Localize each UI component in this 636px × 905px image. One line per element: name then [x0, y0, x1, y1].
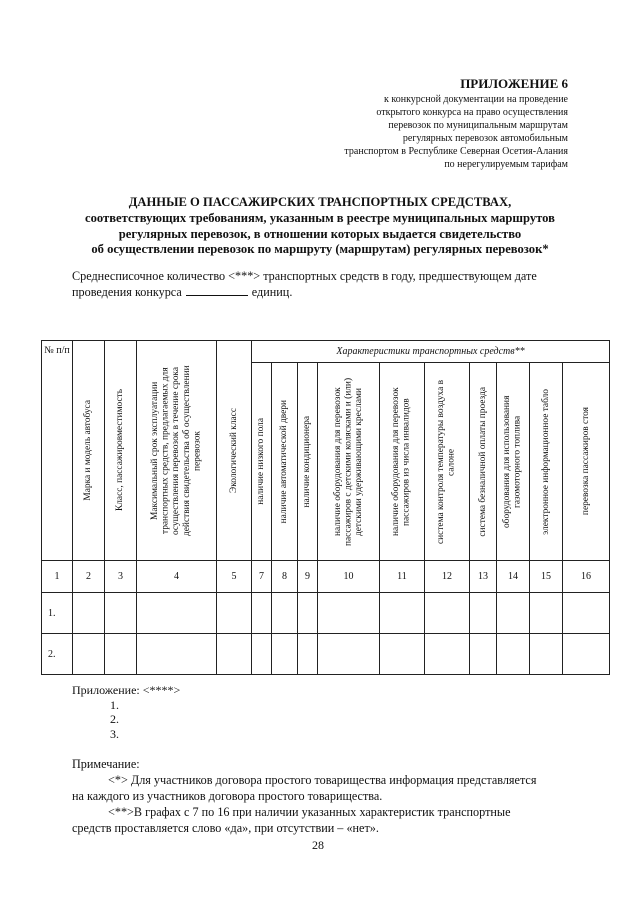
- table-cell[interactable]: [497, 593, 530, 634]
- table-cell[interactable]: [380, 593, 425, 634]
- column-number: 11: [380, 561, 425, 593]
- header-service-term: Максимальный срок эксплуатации транспортных средств, предлагаемых для осуществления перевозок в течение срока действия свидетельства об осуществлении перевозок: [137, 341, 217, 561]
- row-number: 1.: [42, 593, 73, 634]
- heading-line: ДАННЫЕ О ПАССАЖИРСКИХ ТРАНСПОРТНЫХ СРЕДСТВАХ,: [128, 195, 512, 209]
- header-characteristics-group: Характеристики транспортных средств**: [252, 341, 610, 363]
- column-number: 2: [73, 561, 105, 593]
- header-cashless-payment: система безналичной оплаты проезда: [470, 363, 497, 561]
- remark-note-2: <**>В графах с 7 по 16 при наличии указанных характеристик транспортные: [108, 805, 511, 819]
- heading-line: соответствующих требованиям, указанным в реестре муниципальных маршрутов: [85, 210, 555, 225]
- table-cell[interactable]: [105, 593, 137, 634]
- table-cell[interactable]: [217, 634, 252, 675]
- column-number: 9: [298, 561, 318, 593]
- remark-title: Примечание:: [72, 757, 140, 771]
- table-cell[interactable]: [530, 593, 563, 634]
- heading-line: об осуществлении перевозок по маршруту (маршрутам) регулярных перевозок*: [91, 242, 549, 257]
- header-number: № п/п: [42, 341, 73, 561]
- table-cell[interactable]: [252, 593, 272, 634]
- column-number: 13: [470, 561, 497, 593]
- table-row: [42, 634, 610, 675]
- table-cell[interactable]: [318, 634, 380, 675]
- header-low-floor: наличие низкого пола: [252, 363, 272, 561]
- attachment-item: 2.: [110, 712, 119, 726]
- header-auto-door: наличие автоматической двери: [272, 363, 298, 561]
- table-cell[interactable]: [425, 634, 470, 675]
- table-cell[interactable]: [137, 634, 217, 675]
- column-number: 10: [318, 561, 380, 593]
- table-cell[interactable]: [252, 634, 272, 675]
- header-disabled-equipment: наличие оборудования для перевозок пассажиров из числа инвалидов: [380, 363, 425, 561]
- column-number: 4: [137, 561, 217, 593]
- row-number: 2.: [42, 634, 73, 675]
- table-cell[interactable]: [380, 634, 425, 675]
- appendix-line: к конкурсной документации на проведение: [384, 94, 568, 105]
- column-number: 16: [563, 561, 610, 593]
- appendix-line: открытого конкурса на право осуществления: [376, 107, 568, 118]
- header-stroller-equipment: наличие оборудования для перевозок пассажиров с детскими колясками и (или) детскими удерживающими креслами: [318, 363, 380, 561]
- header-gas-fuel: оборудования для использования газомоторного топлива: [497, 363, 530, 561]
- remark-section: [72, 756, 592, 836]
- table-cell[interactable]: [563, 593, 610, 634]
- table-cell[interactable]: [298, 593, 318, 634]
- table-cell[interactable]: [298, 634, 318, 675]
- column-number: 14: [497, 561, 530, 593]
- vehicles-table: [41, 340, 610, 675]
- appendix-line: перевозок по муниципальным маршрутам: [388, 120, 568, 131]
- intro-paragraph: [72, 268, 592, 300]
- attachment-label: Приложение: <****>: [72, 683, 181, 697]
- header-brand: Марка и модель автобуса: [73, 341, 105, 561]
- table-cell[interactable]: [137, 593, 217, 634]
- header-eco-class: Экологический класс: [217, 341, 252, 561]
- page-number: 28: [312, 838, 324, 852]
- column-number: 7: [252, 561, 272, 593]
- table-cell[interactable]: [73, 634, 105, 675]
- header-standing-passengers: перевозка пассажиров стоя: [563, 363, 610, 561]
- heading-line: регулярных перевозок, в отношении которых выдается свидетельство: [118, 226, 522, 241]
- document-heading: [60, 195, 580, 258]
- table-cell[interactable]: [217, 593, 252, 634]
- table-cell[interactable]: [497, 634, 530, 675]
- vehicle-count-blank[interactable]: [186, 285, 248, 296]
- table-cell[interactable]: [425, 593, 470, 634]
- table-cell[interactable]: [470, 593, 497, 634]
- header-air-conditioner: наличие кондиционера: [298, 363, 318, 561]
- column-number: 12: [425, 561, 470, 593]
- remark-note-1-cont: на каждого из участников договора простого товарищества.: [72, 789, 383, 803]
- table-cell[interactable]: [105, 634, 137, 675]
- remark-note-2-cont: средств проставляется слово «да», при отсутствии – «нет».: [72, 821, 379, 835]
- table-cell[interactable]: [563, 634, 610, 675]
- header-info-board: электронное информационное табло: [530, 363, 563, 561]
- header-class: Класс, пассажировместимость: [105, 341, 137, 561]
- table-cell[interactable]: [73, 593, 105, 634]
- table-row: [42, 593, 610, 634]
- intro-line-2-end: единиц.: [251, 285, 293, 299]
- appendix-title: ПРИЛОЖЕНИЕ 6: [460, 76, 568, 91]
- intro-line-2-start: проведения конкурса: [72, 285, 182, 299]
- column-number: 3: [105, 561, 137, 593]
- attachment-item: 3.: [110, 726, 119, 741]
- appendix-line: регулярных перевозок автомобильным: [402, 133, 568, 144]
- column-number: 8: [272, 561, 298, 593]
- intro-line-1: Среднесписочное количество <***> транспортных средств в году, предшествующем дате: [72, 269, 537, 283]
- table-cell[interactable]: [318, 593, 380, 634]
- table-cell[interactable]: [272, 634, 298, 675]
- appendix-line: по нерегулируемым тарифам: [444, 159, 568, 170]
- attachment-list: [72, 683, 180, 741]
- table-cell[interactable]: [470, 634, 497, 675]
- table-cell[interactable]: [272, 593, 298, 634]
- intro-line-2: [72, 284, 592, 300]
- column-numbers-row: [42, 561, 610, 593]
- column-number: 15: [530, 561, 563, 593]
- attachment-item: 1.: [110, 697, 119, 712]
- remark-note-1: <*> Для участников договора простого товарищества информация представляется: [108, 773, 537, 787]
- appendix-line: транспортом в Республике Северная Осетия-Алания: [344, 146, 568, 157]
- column-number: 5: [217, 561, 252, 593]
- appendix-subtitle: [344, 93, 568, 171]
- header-temperature-control: система контроля температуры воздуха в салоне: [425, 363, 470, 561]
- table-cell[interactable]: [530, 634, 563, 675]
- column-number: 1: [42, 561, 73, 593]
